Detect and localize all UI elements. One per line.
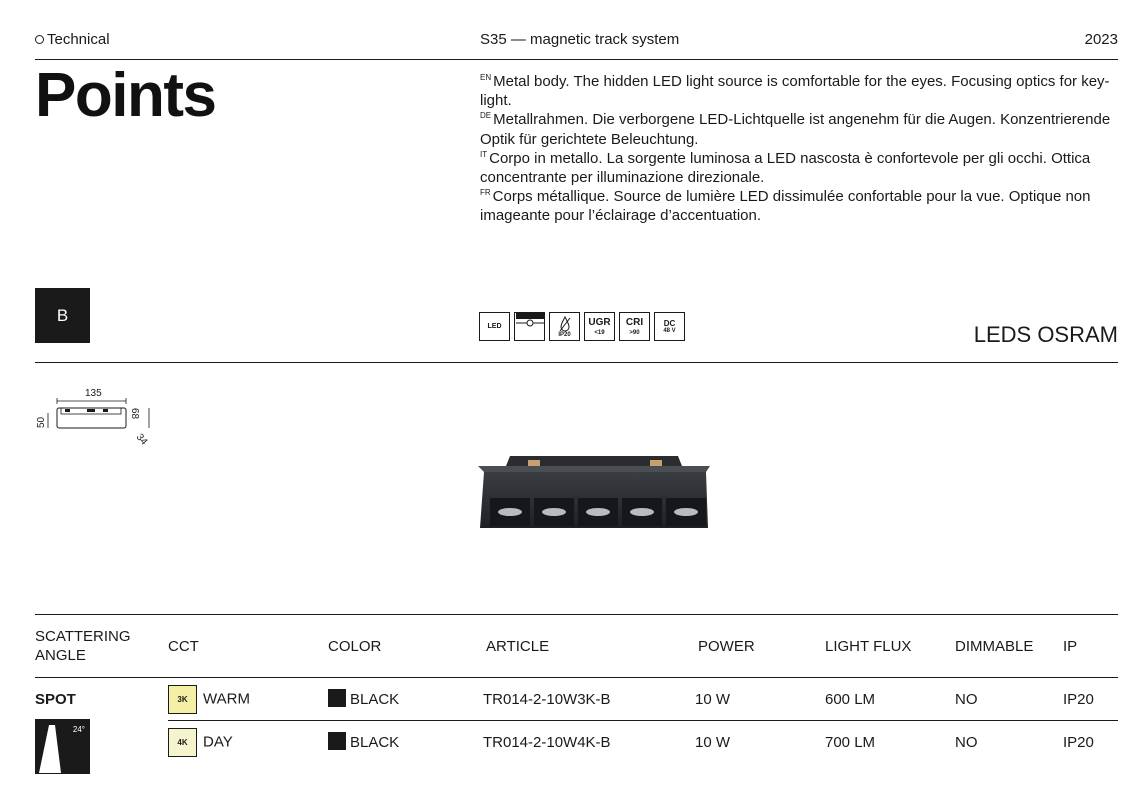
- system-name: S35 — magnetic track system: [480, 31, 680, 48]
- ugr-text: UGR: [588, 316, 611, 328]
- description-fr: [480, 187, 1115, 225]
- article-cell: TR014-2-10W4K-B: [483, 733, 611, 751]
- description-text: Corps métallique. Source de lumière LED dissimulée confortable pour la vue. Optique non imageante pour l’éclairage d’accentuation.: [480, 188, 1091, 225]
- color-swatch: [328, 689, 346, 707]
- product-image: [478, 452, 710, 534]
- description-de: [480, 110, 1115, 148]
- led-icon: [479, 312, 510, 341]
- table-row: [35, 721, 1118, 764]
- flux-cell: 600 LM: [825, 678, 955, 721]
- cct-chip: 4K: [168, 728, 197, 757]
- cct-name: DAY: [203, 733, 233, 751]
- ip-text: IP20: [558, 331, 571, 338]
- color-swatch: [328, 732, 346, 750]
- track-mount-icon: [514, 312, 545, 341]
- article-cell: TR014-2-10W3K-B: [483, 678, 695, 721]
- flux-cell: 700 LM: [825, 733, 876, 751]
- col-article: ARTICLE: [483, 615, 695, 678]
- description-en: [480, 72, 1115, 110]
- col-dimmable: DIMMABLE: [955, 615, 1063, 678]
- dc-icon: [654, 312, 685, 341]
- section-divider: [35, 362, 1118, 363]
- dc-text: DC: [663, 318, 676, 328]
- ip-drop-icon: [549, 312, 580, 341]
- ip-cell: IP20: [1063, 678, 1118, 721]
- dc-value: 48 V: [663, 327, 676, 334]
- angle-value: 24°: [72, 725, 85, 734]
- dimmable-cell: NO: [955, 733, 978, 751]
- table-header-row: [35, 615, 1118, 678]
- year: 2023: [1084, 31, 1118, 48]
- ip-cell: IP20: [1063, 733, 1094, 751]
- section-text: Technical: [47, 31, 110, 48]
- lang-tag: FR: [480, 188, 491, 198]
- col-ip: IP: [1063, 615, 1118, 678]
- beam-angle-icon: [35, 719, 90, 774]
- descriptions: [480, 72, 1115, 226]
- dimmable-cell: NO: [955, 678, 1063, 721]
- table-row: [35, 678, 1118, 721]
- cct-name: WARM: [203, 689, 250, 707]
- col-cct: CCT: [168, 615, 328, 678]
- brand-label: LEDS OSRAM: [973, 322, 1118, 347]
- track-mount-svg: [516, 313, 544, 339]
- drop-icon: [559, 316, 571, 332]
- lang-tag: DE: [480, 111, 492, 121]
- description-it: [480, 149, 1115, 187]
- cct-cell: [168, 721, 328, 764]
- color-name: BLACK: [350, 733, 400, 751]
- color-cell: [328, 678, 483, 721]
- description-text: Corpo in metallo. La sorgente luminosa a LED nascosta è confortevole per gli occhi. Ottica concentrante per illuminazione direzionale.: [480, 149, 1091, 187]
- color-cell: [328, 721, 483, 764]
- dim-length: 135: [85, 388, 102, 399]
- cri-value: >90: [629, 329, 640, 336]
- ugr-icon: [584, 312, 615, 341]
- section-label: [35, 31, 110, 48]
- feature-icons: [479, 312, 685, 341]
- dim-depth: 68: [129, 408, 140, 420]
- lang-tag: EN: [480, 73, 492, 82]
- dim-width: 34: [133, 431, 150, 448]
- lang-tag: IT: [480, 149, 488, 159]
- angle-label: SPOT: [35, 690, 76, 708]
- power-cell: 10 W: [695, 678, 825, 721]
- color-name: BLACK: [350, 690, 400, 708]
- description-text: Metal body. The hidden LED light source is comfortable for the eyes. Focusing optics for key-light.: [480, 73, 1110, 110]
- cri-text: CRI: [625, 316, 644, 328]
- cct-chip: 3K: [168, 685, 197, 714]
- ugr-value: <19: [594, 329, 605, 336]
- spec-table: [35, 614, 1118, 764]
- description-text: Metallrahmen. Die verborgene LED-Lichtquelle ist angenehm für die Augen. Konzentrierende Optik für gerichtete Beleuchtung.: [480, 111, 1111, 148]
- led-text: LED: [487, 323, 502, 330]
- cri-icon: [619, 312, 650, 341]
- circle-icon: [35, 35, 44, 44]
- col-angle: SCATTERING ANGLE: [35, 615, 168, 678]
- power-cell: 10 W: [695, 733, 731, 751]
- col-power: POWER: [695, 615, 825, 678]
- col-color: COLOR: [328, 615, 483, 678]
- page-title: Points: [35, 61, 216, 130]
- dim-height: 50: [36, 416, 47, 428]
- category-badge: B: [35, 288, 90, 343]
- col-flux: LIGHT FLUX: [825, 615, 955, 678]
- dimension-drawing: [32, 384, 162, 459]
- cct-cell: [168, 678, 328, 721]
